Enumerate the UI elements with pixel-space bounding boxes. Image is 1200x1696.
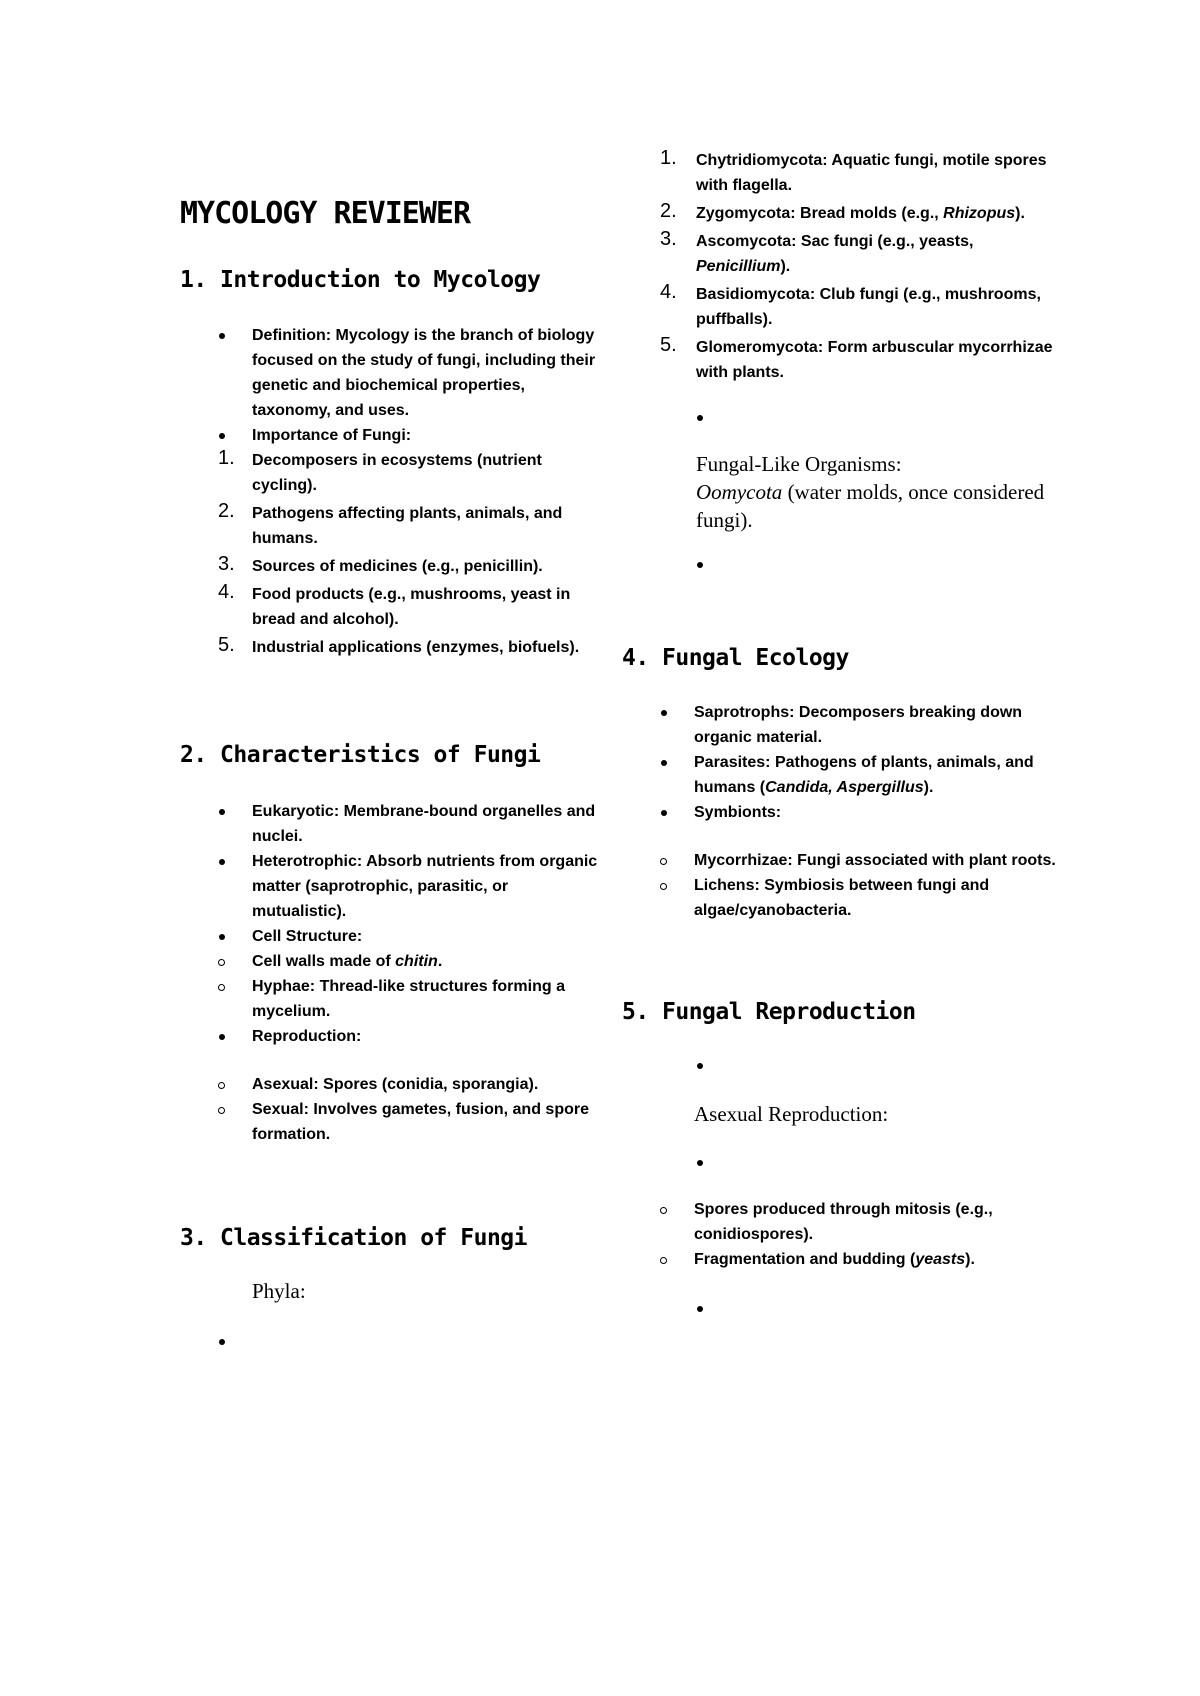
list-item [108, 448, 600, 498]
list-item [624, 229, 1064, 279]
list-item [180, 924, 600, 949]
empty-bullet [586, 1296, 1064, 1321]
section-title: Fungal Ecology [662, 645, 849, 671]
section-title: Fungal Reproduction [662, 999, 916, 1025]
oomycota-term: Oomycota [696, 480, 783, 504]
genus-term: Penicillium [696, 258, 781, 275]
section-heading-reproduction [622, 997, 1064, 1027]
section-title: Classification of Fungi [220, 1225, 527, 1251]
item-text: Zygomycota: Bread molds (e.g., [696, 205, 944, 222]
list-item [108, 974, 600, 1024]
section-number: 2. [180, 742, 207, 768]
empty-bullet [108, 1329, 600, 1354]
list-item [108, 1072, 600, 1097]
parasites-text: Parasites: Pathogens of plants, animals, and humans ( [694, 754, 1034, 796]
section-number: 5. [622, 999, 649, 1025]
section-heading-classification [180, 1223, 600, 1253]
phyla-list [624, 148, 1064, 385]
section-reproduction [622, 997, 1064, 1321]
list-item [550, 848, 1064, 873]
section-heading-characteristics [180, 740, 600, 770]
item-number: 3. [218, 553, 235, 575]
document-title: MYCOLOGY REVIEWER [180, 196, 471, 231]
symbionts-list [550, 848, 1064, 923]
item-text: Chytridiomycota: Aquatic fungi, motile spores with flagella. [696, 152, 1047, 194]
item-text: Decomposers in ecosystems (nutrient cycling). [252, 452, 542, 494]
list-item [108, 582, 600, 632]
item-text: Sources of medicines (e.g., penicillin). [252, 558, 543, 575]
heterotrophic-text: Heterotrophic: Absorb nutrients from organic matter (saprotrophic, parasitic, or mutualistic). [252, 853, 598, 920]
section-classification [180, 1223, 600, 1354]
punctuation: ). [780, 258, 791, 275]
importance-list [108, 448, 600, 660]
section-heading-ecology [622, 643, 1064, 673]
list-item [108, 554, 600, 579]
section-characteristics [180, 740, 600, 1147]
ecology-bullet-list [622, 700, 1064, 825]
cell-structure-list [108, 949, 600, 1024]
fungal-like-text: (water molds, once considered fungi). [696, 480, 1045, 532]
list-item [622, 800, 1064, 825]
section-introduction [180, 265, 600, 660]
punctuation: : [882, 1102, 889, 1126]
section-heading-introduction [180, 265, 600, 295]
list-item [108, 501, 600, 551]
punctuation: : [895, 452, 902, 476]
empty-bullet [586, 405, 1064, 430]
item-text: Pathogens affecting plants, animals, and humans. [252, 505, 563, 547]
cell-structure-label: Cell Structure: [252, 928, 363, 945]
genus-terms: Candida, Aspergillus [765, 779, 924, 796]
cell-walls-text: Cell walls made of [252, 953, 396, 970]
item-text: Industrial applications (enzymes, biofuels). [252, 639, 580, 656]
item-number: 4. [218, 581, 235, 603]
item-number: 4. [660, 281, 677, 303]
section-number: 1. [180, 267, 207, 293]
empty-bullet [586, 1150, 1064, 1175]
list-item [624, 148, 1064, 198]
phyla-label: Phyla [252, 1279, 300, 1303]
importance-label: Importance of Fungi: [252, 427, 412, 444]
empty-bullet [586, 1053, 1064, 1078]
asexual-reproduction-label: Asexual Reproduction [694, 1102, 883, 1126]
item-number: 5. [218, 634, 235, 656]
hyphae-text: Hyphae: Thread-like structures forming a mycelium. [252, 978, 565, 1020]
empty-bullet [586, 552, 1064, 577]
list-item [180, 323, 600, 423]
punctuation: ). [923, 779, 934, 796]
punctuation: : [299, 1279, 306, 1303]
item-number: 5. [660, 334, 677, 356]
list-item [550, 873, 1064, 923]
reproduction-list [108, 1072, 600, 1147]
list-item [180, 1024, 600, 1049]
definition-text: Definition: Mycology is the branch of biology focused on the study of fungi, including their genetic and biochemical properties, taxonomy, and uses. [252, 327, 596, 419]
punctuation: ). [1015, 205, 1025, 222]
yeasts-term: yeasts [915, 1251, 966, 1268]
list-item [108, 1097, 600, 1147]
section-number: 3. [180, 1225, 207, 1251]
genus-term: Rhizopus [943, 205, 1016, 222]
list-item [108, 635, 600, 660]
item-text: Basidiomycota: Club fungi (e.g., mushrooms, puffballs). [696, 286, 1041, 328]
reproduction-bullet [180, 1024, 600, 1049]
item-number: 2. [218, 500, 235, 522]
item-number: 1. [218, 447, 235, 469]
asexual-reproduction-label-line [622, 1100, 1064, 1128]
characteristics-bullet-list [180, 799, 600, 949]
spores-text: Spores produced through mitosis (e.g., conidiospores). [694, 1201, 993, 1243]
symbionts-label: Symbionts: [694, 804, 782, 821]
list-item [624, 335, 1064, 385]
list-item [624, 201, 1064, 226]
fragmentation-text: Fragmentation and budding ( [694, 1251, 916, 1268]
item-number: 1. [660, 147, 677, 169]
punctuation: . [437, 953, 443, 970]
item-text: Glomeromycota: Form arbuscular mycorrhizae with plants. [696, 339, 1053, 381]
list-item [180, 849, 600, 924]
list-item [622, 700, 1064, 750]
list-item [108, 949, 600, 974]
mycorrhizae-text: Mycorrhizae: Fungi associated with plant roots. [694, 852, 1056, 869]
asexual-text: Asexual: Spores (conidia, sporangia). [252, 1076, 539, 1093]
section-number: 4. [622, 645, 649, 671]
section-title: Introduction to Mycology [220, 267, 541, 293]
list-item [624, 282, 1064, 332]
intro-bullet-list [180, 323, 600, 448]
fungal-like-label: Fungal-Like Organisms [696, 452, 896, 476]
list-item [180, 799, 600, 849]
eukaryotic-text: Eukaryotic: Membrane-bound organelles and nuclei. [252, 803, 596, 845]
phyla-label-line [180, 1277, 600, 1305]
saprotrophs-text: Saprotrophs: Decomposers breaking down organic material. [694, 704, 1023, 746]
punctuation: ). [965, 1251, 975, 1268]
left-column [180, 196, 600, 1354]
list-item [550, 1197, 1064, 1247]
section-ecology [622, 643, 1064, 923]
list-item [622, 750, 1064, 800]
item-text: Ascomycota: Sac fungi (e.g., yeasts, [696, 233, 974, 250]
chitin-term: chitin [395, 953, 438, 970]
list-item [180, 423, 600, 448]
lichens-text: Lichens: Symbiosis between fungi and algae/cyanobacteria. [694, 877, 990, 919]
right-column [624, 148, 1064, 1321]
reproduction-label: Reproduction: [252, 1028, 362, 1045]
item-number: 2. [660, 200, 677, 222]
asexual-reproduction-list [550, 1197, 1064, 1272]
section-title: Characteristics of Fungi [220, 742, 541, 768]
list-item [550, 1247, 1064, 1272]
sexual-text: Sexual: Involves gametes, fusion, and spore formation. [252, 1101, 589, 1143]
item-text: Food products (e.g., mushrooms, yeast in bread and alcohol). [252, 586, 571, 628]
fungal-like-organisms [624, 450, 1064, 534]
item-number: 3. [660, 228, 677, 250]
